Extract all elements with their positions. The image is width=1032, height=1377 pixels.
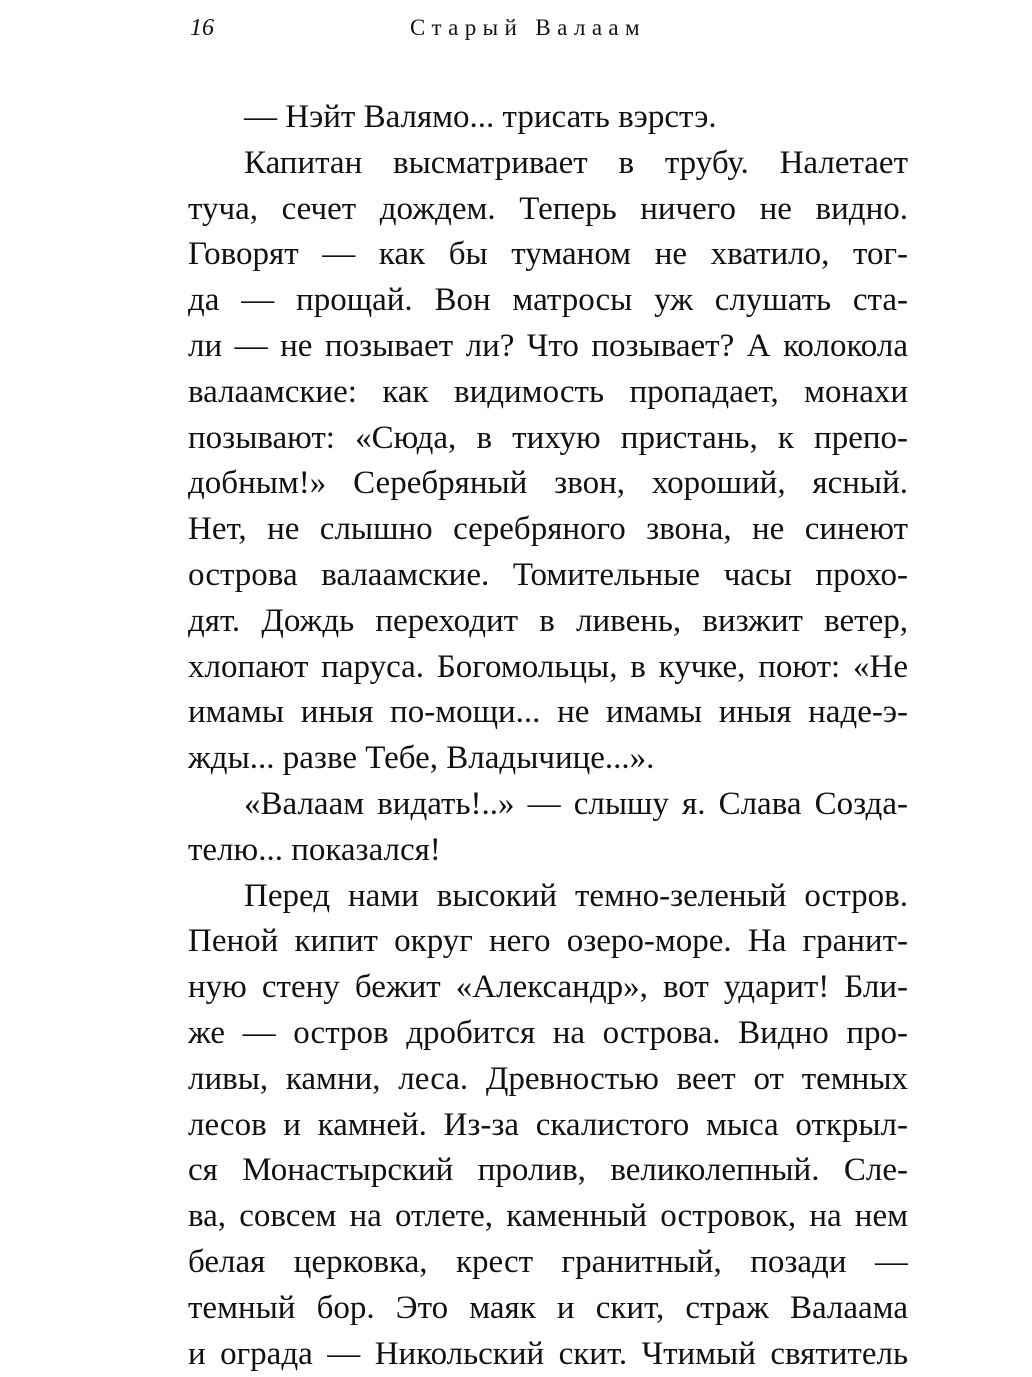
text-line: имамы иныя по-мощи... не имамы иныя наде-э- bbox=[188, 694, 908, 731]
text-line: Пеной кипит округ него озеро-море. На гранит- bbox=[188, 923, 908, 960]
text-line: Говорят — как бы туманом не хватило, тог- bbox=[188, 236, 908, 273]
text-line: же — остров дробится на острова. Видно про- bbox=[188, 1014, 908, 1051]
text-line: Перед нами высокий темно-зеленый остров. bbox=[244, 877, 908, 914]
text-line: жды... разве Тебе, Владычице...». bbox=[188, 740, 655, 777]
text-line: «Валаам видать!..» — слышу я. Слава Созда- bbox=[244, 785, 908, 822]
text-body bbox=[188, 95, 908, 1377]
text-line: позывают: «Сюда, в тихую пристань, к препо- bbox=[188, 419, 908, 456]
text-line: да — прощай. Вон матросы уж слушать ста- bbox=[188, 282, 908, 319]
text-line: ливы, камни, леса. Древностью веет от темных bbox=[188, 1060, 908, 1097]
text-line: и ограда — Никольский скит. Чтимый святитель bbox=[188, 1335, 908, 1372]
text-line: — Нэйт Валямо... трисать вэрстэ. bbox=[244, 99, 717, 135]
text-line: Нет, не слышно серебряного звона, не синеют bbox=[188, 511, 908, 548]
text-line: ва, совсем на отлете, каменный островок, на нем bbox=[188, 1198, 908, 1235]
text-line: темный бор. Это маяк и скит, страж Валаама bbox=[188, 1289, 908, 1326]
text-line: ся Монастырский пролив, великолепный. Сле- bbox=[188, 1152, 908, 1189]
text-line: белая церковка, крест гранитный, позади — bbox=[188, 1243, 908, 1280]
text-line: валаамские: как видимость пропадает, монахи bbox=[188, 373, 908, 410]
text-line: дят. Дождь переходит в ливень, визжит ветер, bbox=[188, 602, 908, 639]
text-line: лесов и камней. Из-за скалистого мыса открыл- bbox=[188, 1106, 908, 1143]
text-line: хлопают паруса. Богомольцы, в кучке, поют: «Не bbox=[188, 648, 908, 685]
text-line: острова валаамские. Томительные часы прохо- bbox=[188, 556, 908, 593]
running-title: Старый Валаам bbox=[410, 15, 646, 40]
page-number: 16 bbox=[190, 15, 214, 41]
text-line: ли — не позывает ли? Что позывает? А колокола bbox=[188, 327, 908, 364]
text-line: телю... показался! bbox=[188, 831, 441, 868]
text-line: туча, сечет дождем. Теперь ничего не видно. bbox=[188, 190, 908, 227]
text-line: Капитан высматривает в трубу. Налетает bbox=[244, 144, 908, 181]
text-line: добным!» Серебряный звон, хороший, ясный. bbox=[188, 465, 908, 502]
page-header bbox=[188, 8, 908, 48]
text-line: ную стену бежит «Александр», вот ударит! Бли- bbox=[188, 969, 908, 1006]
